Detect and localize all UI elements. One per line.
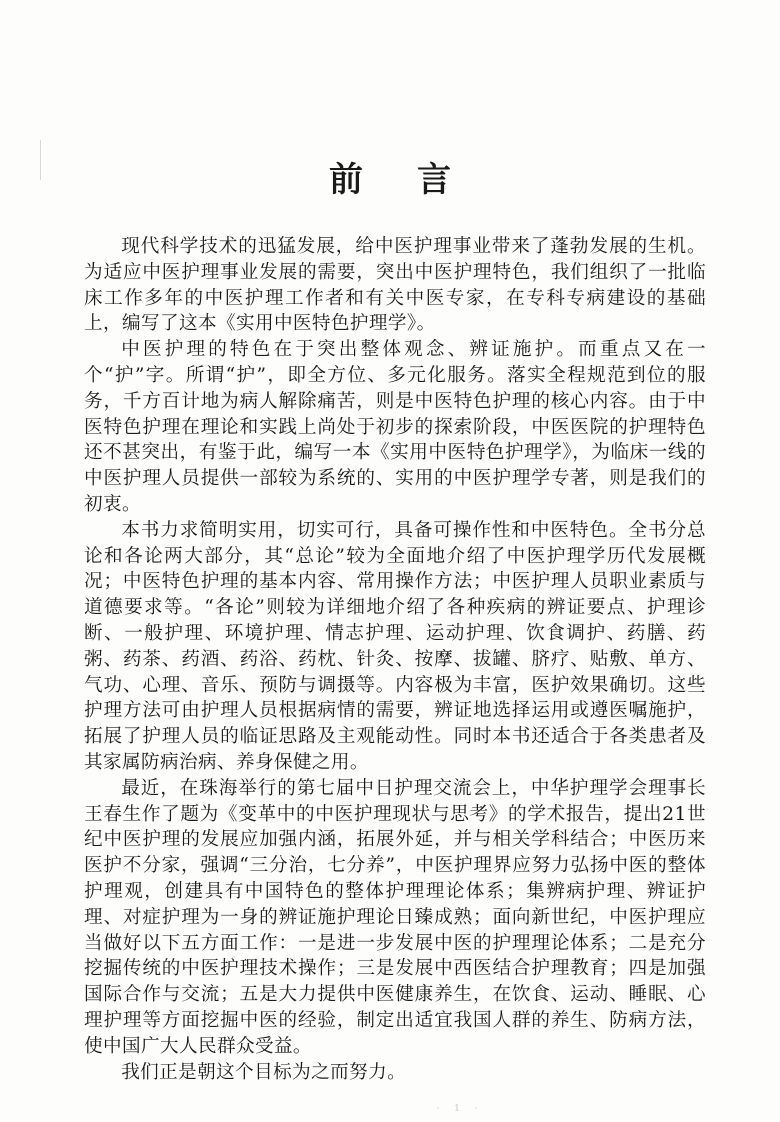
paragraph: 中医护理的特色在于突出整体观念、辨证施护。而重点又在一个“护”字。所谓“护”，即全方位、多元化服务。落实全程规范到位的服务，千方百计地为病人解除痛苦，则是中医特色护理的核心内容。由于中医特色护理在理论和实践上尚处于初步的探索阶段，中医医院的护理特色还不甚突出，有鉴于此，编写一本《实用中医特色护理学》，为临床一线的中医护理人员提供一部较为系统的、实用的中医护理学专著，则是我们的初衷。 <box>84 339 706 515</box>
paragraph: 现代科学技术的迅猛发展，给中医护理事业带来了蓬勃发展的生机。为适应中医护理事业发展的需要，突出中医护理特色，我们组织了一批临床工作多年的中医护理工作者和有关中医专家，在专科专病建设的基础上，编写了这本《实用中医特色护理学》。 <box>84 236 706 335</box>
preface-body <box>84 234 706 1085</box>
page-title: 前言 <box>329 160 505 200</box>
page-number: · 1 · <box>436 1104 484 1114</box>
paragraph: 我们正是朝这个目标为之而努力。 <box>121 1061 407 1083</box>
paragraph: 最近，在珠海举行的第七届中日护理交流会上，中华护理学会理事长王春生作了题为《变革中的中医护理现状与思考》的学术报告，提出21世纪中医护理的发展应加强内涵，拓展外延，并与相关学科结合；中医历来医护不分家，强调“三分治，七分养”，中医护理界应努力弘扬中医的整体护理观，创建具有中国特色的整体护理理论体系；集辨病护理、辨证护理、对症护理为一身的辨证施护理论日臻成熟；面向新世纪，中医护理应当做好以下五方面工作：一是进一步发展中医的护理理论体系；二是充分挖掘传统的中医护理技术操作；三是发展中西医结合护理教育；四是加强国际合作与交流；五是大力提供中医健康养生，在饮食、运动、睡眠、心理护理等方面挖掘中医的经验，制定出适宜我国人群的养生、防病方法，使中国广大人民群众受益。 <box>84 777 706 1057</box>
paragraph: 本书力求简明实用，切实可行，具备可操作性和中医特色。全书分总论和各论两大部分，其“总论”较为全面地介绍了中医护理学历代发展概况；中医特色护理的基本内容、常用操作方法；中医护理人员职业素质与道德要求等。“各论”则较为详细地介绍了各种疾病的辨证要点、护理诊断、一般护理、环境护理、情志护理、运动护理、饮食调护、药膳、药粥、药茶、药酒、药浴、药枕、针灸、按摩、拔罐、脐疗、贴敷、单方、气功、心理、音乐、预防与调摄等。内容极为丰富，医护效果确切。这些护理方法可由护理人员根据病情的需要，辨证地选择运用或遵医嘱施护，拓展了护理人员的临证思路及主观能动性。同时本书还适合于各类患者及其家属防病治病、养身保健之用。 <box>84 519 706 773</box>
